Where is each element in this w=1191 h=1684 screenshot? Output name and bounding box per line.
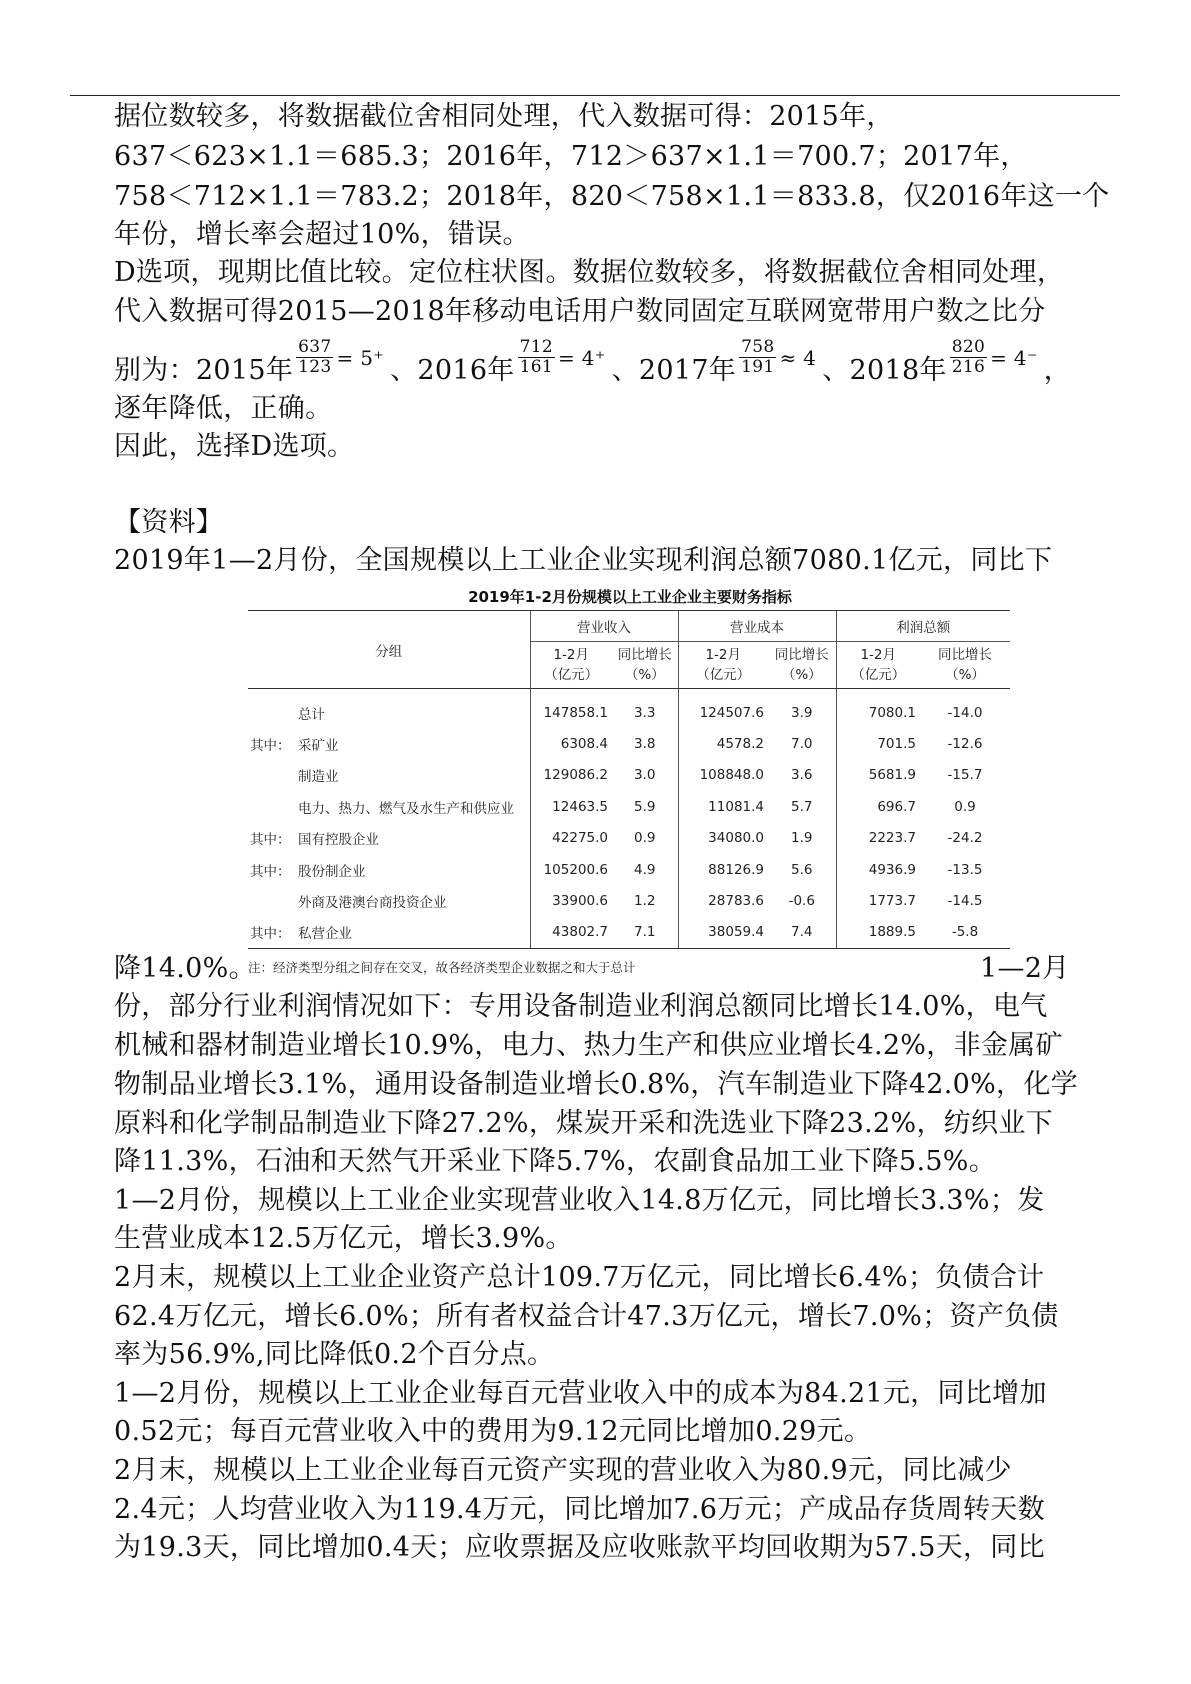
cost-value: 38059.4: [678, 917, 768, 949]
subheader-value: 1-2月 （亿元）: [836, 642, 920, 689]
revenue-growth: 3.0: [634, 767, 656, 784]
row-label: 制造业: [298, 769, 339, 786]
compare-2015: = 5⁺: [336, 346, 385, 370]
cost-growth: -0.6: [788, 893, 815, 910]
header-profit: 利润总额: [836, 611, 1010, 642]
cost-growth: 1.9: [791, 830, 813, 847]
profit-growth: -5.8: [920, 917, 1010, 949]
financial-table: [248, 610, 1010, 949]
profit-growth: -14.0: [947, 704, 983, 721]
subheader-growth: 同比增长 （%）: [612, 642, 678, 689]
para2-line4: 逐年降低，正确。: [114, 393, 333, 424]
row-label: 股份制企业: [298, 863, 366, 880]
row-group: [248, 728, 530, 759]
para2-line2: 代入数据可得2015—2018年移动电话用户数同固定互联网宽带用户数之比分: [114, 296, 1046, 327]
row-group: [248, 885, 530, 916]
row-group: [248, 854, 530, 885]
para2-line1: D选项，现期比值比较。定位柱状图。数据位数较多，将数据截位舍相同处理，: [114, 257, 1065, 288]
para3-line2b: 1—2月: [980, 953, 1070, 984]
sep-2016: 、2016年: [390, 355, 515, 386]
cost-value: 34080.0: [678, 823, 768, 854]
subheader-growth: 同比增长 （%）: [768, 642, 836, 689]
revenue-value: 42275.0: [530, 823, 612, 854]
para1-line1: 据位数较多，将数据截位舍相同处理，代入数据可得：2015年，: [114, 101, 894, 132]
profit-value: 696.7: [836, 791, 920, 822]
revenue-value: 33900.6: [530, 885, 612, 916]
row-label: 总计: [298, 706, 325, 723]
fraction-2016: $\frac{712}{161}$: [519, 337, 553, 377]
para6-line1: 1—2月份，规模以上工业企业每百元营业收入中的成本为84.21元，同比增加: [114, 1378, 1047, 1409]
revenue-value: 147858.1: [530, 689, 612, 729]
revenue-growth: 4.9: [634, 861, 656, 878]
para2-line3-prefix: 别为：2015年: [114, 355, 294, 386]
revenue-growth: 3.3: [634, 704, 656, 721]
cost-growth: 7.0: [791, 736, 813, 753]
revenue-growth: 5.9: [634, 798, 656, 815]
para4-line2: 生营业成本12.5万亿元，增长3.9%。: [114, 1223, 573, 1254]
conclusion: 因此，选择D选项。: [114, 431, 355, 462]
table-note: 注：经济类型分组之间存在交叉，故各经济类型企业数据之和大于总计: [248, 960, 636, 975]
cost-value: 28783.6: [678, 885, 768, 916]
row-label: 采矿业: [298, 738, 339, 755]
row-label: 电力、热力、燃气及水生产和供应业: [298, 800, 514, 817]
revenue-growth: 3.8: [634, 736, 656, 753]
cost-value: 88126.9: [678, 854, 768, 885]
table-title: 2019年1-2月份规模以上工业企业主要财务指标: [468, 588, 792, 606]
header-cost: 营业成本: [678, 611, 836, 642]
para2-line3: [114, 337, 1071, 391]
para3-line4: 机械和器材制造业增长10.9%，电力、热力生产和供应业增长4.2%，非金属矿: [114, 1030, 1063, 1061]
header-revenue: 营业收入: [530, 611, 678, 642]
revenue-growth: 1.2: [634, 893, 656, 910]
revenue-growth: 0.9: [634, 830, 656, 847]
fraction-2018: $\frac{820}{216}$: [951, 337, 986, 377]
row-label: 国有控股企业: [298, 832, 379, 849]
cost-growth: 5.6: [791, 861, 813, 878]
revenue-value: 129086.2: [530, 760, 612, 791]
cost-value: 108848.0: [678, 760, 768, 791]
para3-line6: 原料和化学制品制造业下降27.2%，煤炭开采和洗选业下降23.2%，纺织业下: [114, 1108, 1053, 1139]
profit-value: 7080.1: [836, 689, 920, 729]
row-prefix: 其中：: [250, 926, 291, 943]
row-prefix: 其中：: [250, 832, 291, 849]
para3-line5: 物制品业增长3.1%，通用设备制造业增长0.8%，汽车制造业下降42.0%，化学: [114, 1069, 1078, 1100]
cost-growth: 3.9: [791, 704, 813, 721]
row-label: 私营企业: [298, 926, 352, 943]
profit-growth: 0.9: [954, 798, 976, 815]
subheader-value: 1-2月 （亿元）: [530, 642, 612, 689]
header-rule: [70, 95, 1120, 96]
profit-value: 1773.7: [836, 885, 920, 916]
revenue-value: 43802.7: [530, 917, 612, 949]
revenue-growth: 7.1: [612, 917, 678, 949]
profit-value: 4936.9: [836, 854, 920, 885]
section-heading: 【资料】: [114, 507, 224, 538]
cost-growth: 5.7: [791, 798, 813, 815]
para7-line2: 2.4元；人均营业收入为119.4万元，同比增加7.6万元；产成品存货周转天数: [114, 1494, 1045, 1525]
para3-line3: 份，部分行业利润情况如下：专用设备制造业利润总额同比增长14.0%，电气: [114, 991, 1048, 1022]
fraction-2015: $\frac{637}{123}$: [298, 337, 332, 377]
table-row: [248, 689, 1010, 729]
table-row: [248, 917, 1010, 949]
subheader-value: 1-2月 （亿元）: [678, 642, 768, 689]
cost-growth: 7.4: [768, 917, 836, 949]
profit-value: 2223.7: [836, 823, 920, 854]
profit-value: 701.5: [836, 728, 920, 759]
para3-line2a: 降14.0%。: [114, 953, 256, 984]
para4-line1: 1—2月份，规模以上工业企业实现营业收入14.8万亿元，同比增长3.3%；发: [114, 1185, 1045, 1216]
revenue-value: 12463.5: [530, 791, 612, 822]
profit-growth: -14.5: [947, 893, 983, 910]
profit-growth: -24.2: [947, 830, 983, 847]
cost-growth: 3.6: [791, 767, 813, 784]
para1-line3: 758＜712×1.1＝783.2；2018年，820＜758×1.1＝833.8，仅2016年这一个: [114, 181, 1110, 212]
sep-2017: 、2017年: [611, 355, 737, 386]
revenue-value: 105200.6: [530, 854, 612, 885]
para3-line1: 2019年1—2月份，全国规模以上工业企业实现利润总额7080.1亿元，同比下: [114, 545, 1053, 576]
table-row: [248, 885, 1010, 916]
para1-line4: 年份，增长率会超过10%，错误。: [114, 219, 530, 250]
profit-growth: -12.6: [947, 736, 983, 753]
table-row: [248, 760, 1010, 791]
para7-line1: 2月末，规模以上工业企业每百元资产实现的营业收入为80.9元，同比减少: [114, 1455, 1012, 1486]
row-group: [248, 791, 530, 822]
para6-line2: 0.52元；每百元营业收入中的费用为9.12元同比增加0.29元。: [114, 1416, 872, 1447]
profit-value: 5681.9: [836, 760, 920, 791]
table-row: [248, 854, 1010, 885]
table-row: [248, 791, 1010, 822]
sep-2018: 、2018年: [822, 355, 947, 386]
row-prefix: 其中：: [250, 738, 291, 755]
cost-value: 11081.4: [678, 791, 768, 822]
compare-2018: = 4⁻: [990, 346, 1038, 370]
para5-line1: 2月末，规模以上工业企业资产总计109.7万亿元，同比增长6.4%；负债合计: [114, 1262, 1045, 1293]
para5-line2: 62.4万亿元，增长6.0%；所有者权益合计47.3万亿元，增长7.0%；资产负债: [114, 1301, 1059, 1332]
row-group: [248, 760, 530, 791]
row-group: [248, 689, 530, 729]
row-label: 外商及港澳台商投资企业: [298, 895, 447, 912]
subheader-growth: 同比增长 （%）: [920, 642, 1010, 689]
header-group: 分组: [248, 611, 530, 689]
fraction-2017: $\frac{758}{191}$: [741, 337, 775, 377]
row-group: [248, 917, 530, 949]
para5-line3: 率为56.9%,同比降低0.2个百分点。: [114, 1339, 555, 1370]
compare-2017: ≈ 4: [779, 346, 817, 370]
sep-end: ，: [1043, 355, 1071, 386]
cost-value: 124507.6: [678, 689, 768, 729]
para7-line3: 为19.3天，同比增加0.4天；应收票据及应收账款平均回收期为57.5天，同比: [114, 1532, 1045, 1563]
para1-line2: 637＜623×1.1＝685.3；2016年，712＞637×1.1＝700.7；2017年，: [114, 141, 1028, 172]
profit-growth: -15.7: [947, 767, 983, 784]
revenue-value: 6308.4: [530, 728, 612, 759]
profit-growth: -13.5: [947, 861, 983, 878]
row-prefix: 其中：: [250, 863, 291, 880]
profit-value: 1889.5: [836, 917, 920, 949]
para3-line7: 降11.3%，石油和天然气开采业下降5.7%，农副食品加工业下降5.5%。: [114, 1146, 997, 1177]
row-group: [248, 823, 530, 854]
cost-value: 4578.2: [678, 728, 768, 759]
table-row: [248, 728, 1010, 759]
compare-2016: = 4⁺: [557, 346, 606, 370]
table-row: [248, 823, 1010, 854]
